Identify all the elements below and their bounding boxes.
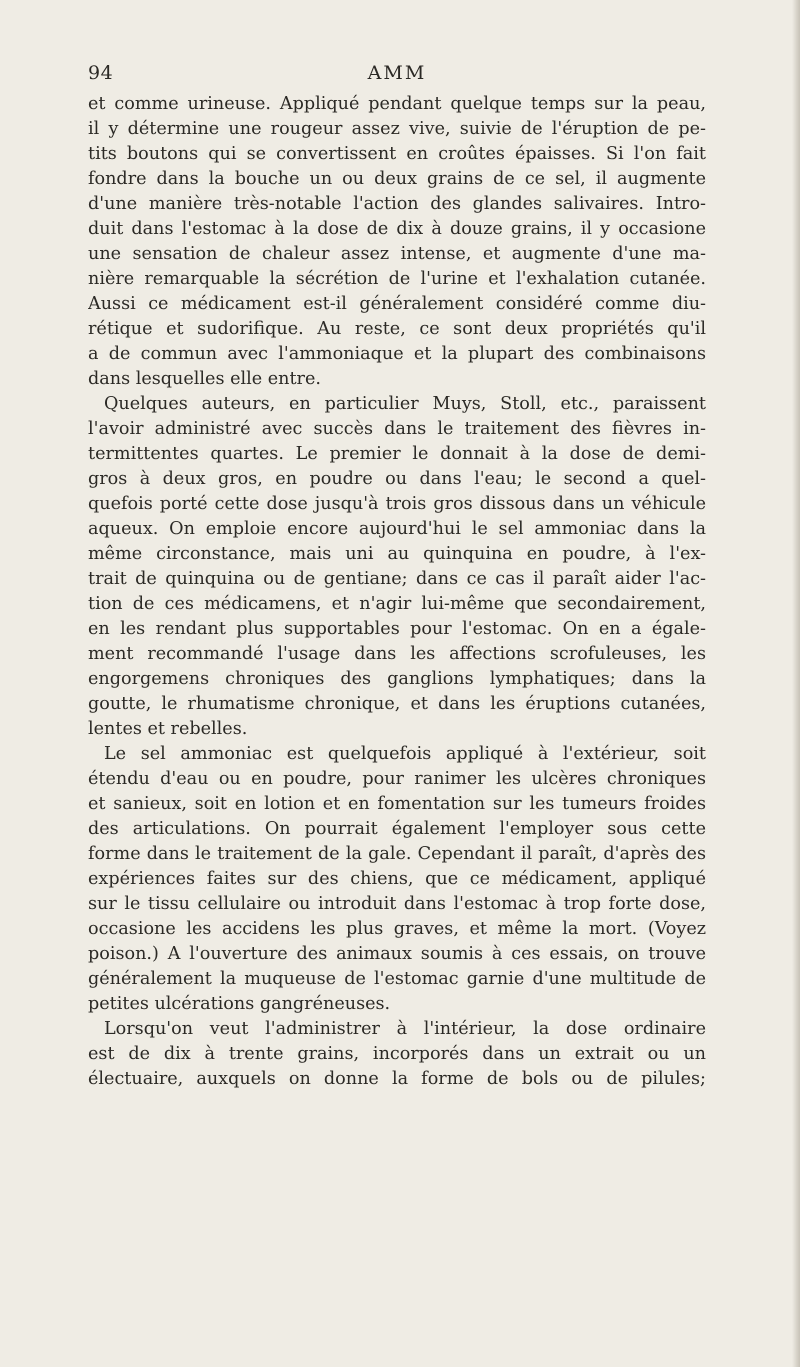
text-line: il y détermine une rougeur assez vive, suivie de l'éruption de pe- (88, 119, 706, 139)
text-line: dans lesquelles elle entre. (88, 369, 321, 389)
text-line: Quelques auteurs, en particulier Muys, Stoll, etc., paraissent (104, 394, 706, 414)
text-line: Lorsqu'on veut l'administrer à l'intérieur, la dose ordinaire (104, 1019, 706, 1039)
text-line: en les rendant plus supportables pour l'estomac. On en a égale- (88, 619, 706, 639)
text-line: tion de ces médicamens, et n'agir lui-même que secondairement, (88, 594, 706, 614)
text-line: fondre dans la bouche un ou deux grains de ce sel, il augmente (88, 169, 706, 189)
text-line: tits boutons qui se convertissent en croûtes épaisses. Si l'on fait (88, 144, 706, 164)
text-line: ment recommandé l'usage dans les affections scrofuleuses, les (88, 644, 706, 664)
body-text (88, 92, 706, 1092)
text-line: a de commun avec l'ammoniaque et la plupart des combinaisons (88, 344, 706, 364)
text-line: rétique et sudorifique. Au reste, ce sont deux propriétés qu'il (88, 319, 706, 339)
text-line: d'une manière très-notable l'action des glandes salivaires. Intro- (88, 194, 706, 214)
text-line: des articulations. On pourrait également l'employer sous cette (88, 819, 706, 839)
text-line: et sanieux, soit en lotion et en fomentation sur les tumeurs froides (88, 794, 706, 814)
page-edge-shadow (792, 0, 800, 1367)
text-line: termittentes quartes. Le premier le donnait à la dose de demi- (88, 444, 706, 464)
page-number: 94 (88, 62, 114, 84)
text-line: et comme urineuse. Appliqué pendant quelque temps sur la peau, (88, 94, 706, 114)
text-line: même circonstance, mais uni au quinquina en poudre, à l'ex- (88, 544, 706, 564)
text-line: Le sel ammoniac est quelquefois appliqué à l'extérieur, soit (104, 744, 706, 764)
text-line: électuaire, auxquels on donne la forme de bols ou de pilules; (88, 1069, 706, 1089)
text-line: engorgemens chroniques des ganglions lymphatiques; dans la (88, 669, 706, 689)
text-line: aqueux. On emploie encore aujourd'hui le sel ammoniac dans la (88, 519, 706, 539)
text-line: occasione les accidens les plus graves, et même la mort. (Voyez (88, 919, 706, 939)
text-line: expériences faites sur des chiens, que ce médicament, appliqué (88, 869, 706, 889)
text-line: poison.) A l'ouverture des animaux soumis à ces essais, on trouve (88, 944, 706, 964)
text-line: duit dans l'estomac à la dose de dix à douze grains, il y occasione (88, 219, 706, 239)
text-line: goutte, le rhumatisme chronique, et dans les éruptions cutanées, (88, 694, 706, 714)
text-line: sur le tissu cellulaire ou introduit dans l'estomac à trop forte dose, (88, 894, 706, 914)
text-line: nière remarquable la sécrétion de l'urine et l'exhalation cutanée. (88, 269, 706, 289)
text-line: généralement la muqueuse de l'estomac garnie d'une multitude de (88, 969, 706, 989)
page-header (88, 62, 706, 92)
text-line: l'avoir administré avec succès dans le traitement des fièvres in- (88, 419, 706, 439)
text-line: étendu d'eau ou en poudre, pour ranimer les ulcères chroniques (88, 769, 706, 789)
text-line: Aussi ce médicament est-il généralement considéré comme diu- (88, 294, 706, 314)
text-line: trait de quinquina ou de gentiane; dans ce cas il paraît aider l'ac- (88, 569, 706, 589)
text-line: petites ulcérations gangréneuses. (88, 994, 391, 1014)
text-line: quefois porté cette dose jusqu'à trois gros dissous dans un véhicule (88, 494, 706, 514)
text-line: gros à deux gros, en poudre ou dans l'eau; le second a quel- (88, 469, 706, 489)
text-line: lentes et rebelles. (88, 719, 248, 739)
text-line: forme dans le traitement de la gale. Cependant il paraît, d'après des (88, 844, 706, 864)
text-line: une sensation de chaleur assez intense, et augmente d'une ma- (88, 244, 706, 264)
text-line: est de dix à trente grains, incorporés dans un extrait ou un (88, 1044, 706, 1064)
running-head: AMM (367, 62, 427, 84)
